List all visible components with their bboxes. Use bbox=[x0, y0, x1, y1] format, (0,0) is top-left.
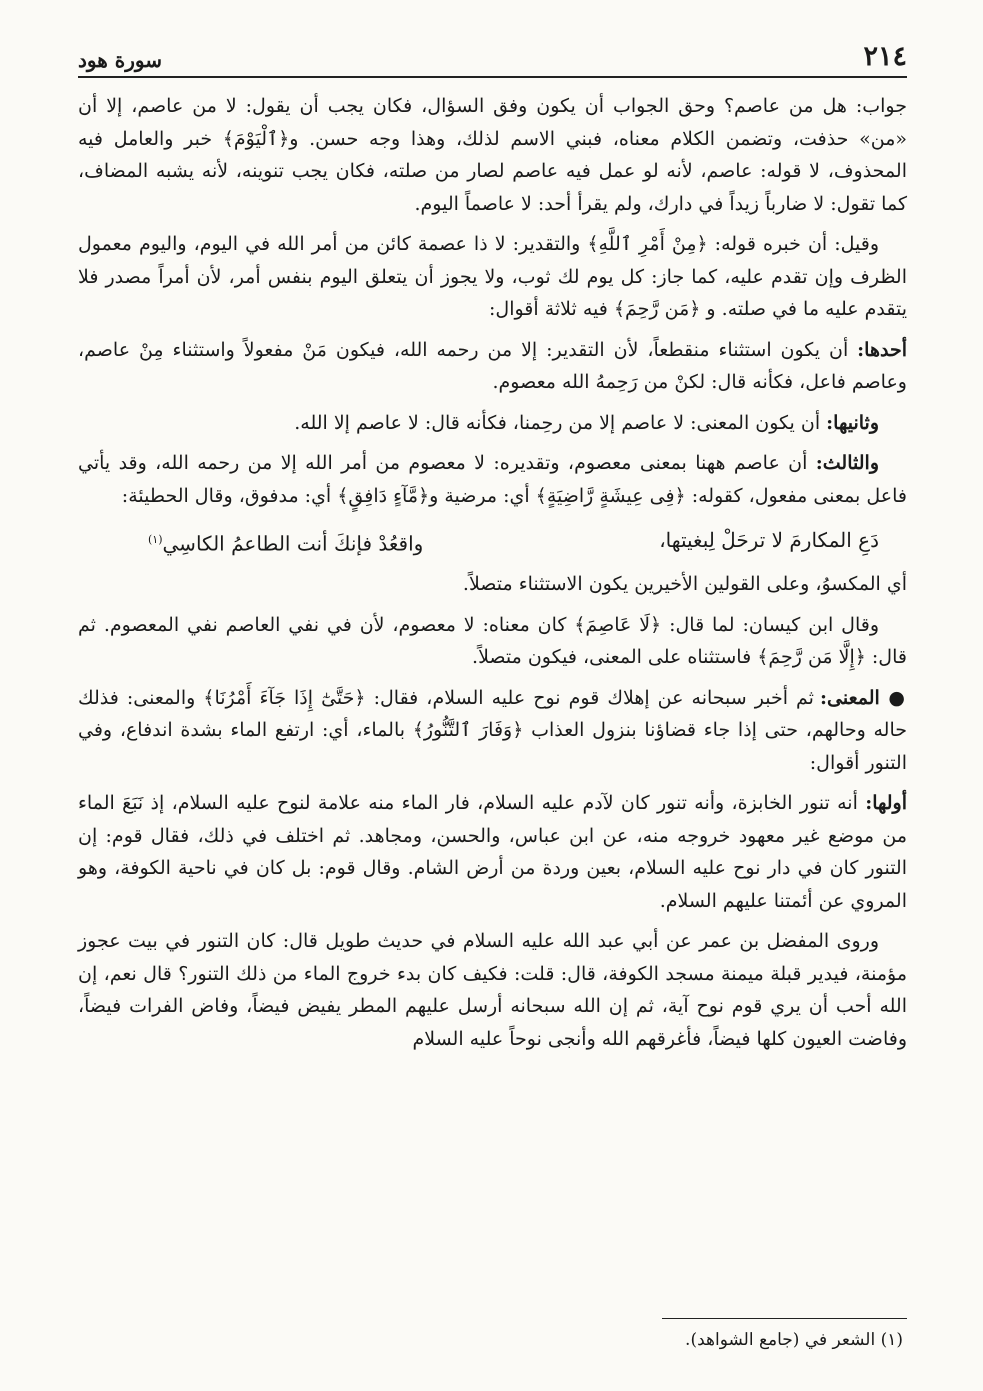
verse-second-hemistich: واقعُدْ فإنكَ أنت الطاعمُ الكاسِي$^{(١)}$ bbox=[148, 531, 424, 556]
verse-first-hemistich: دَعِ المكارمَ لا ترحَلْ لِبغيتها، bbox=[659, 528, 879, 552]
poetry-verse bbox=[78, 520, 907, 568]
paragraph-lead: أحدها: bbox=[857, 338, 907, 361]
paragraph-lead: والثالث: bbox=[815, 452, 879, 474]
paragraph: جواب: هل من عاصم؟ وحق الجواب أن يكون وفق السؤال، فكان يجب أن يقول: لا من عاصم، إلا أن «من» حذفت، وتضمن الكلام معناه، فبني الاسم لذلك، وهذا وجه حسن. و﴿ٱلْيَوْمَ﴾ خبر والعامل فيه المحذوف، لا قوله: عاصم، لأنه لو عمل فيه عاصم لصار من صلته، فكان يجب تنوينه، لأنه يشبه المضاف، كما تقول: لا ضارباً زيداً في دارك، ولم يقرأ أحد: لا عاصماً اليوم. bbox=[78, 95, 907, 215]
paragraph: ● المعنى: ثم أخبر سبحانه عن إهلاك قوم نوح عليه السلام، فقال: ﴿حَتَّىٰٓ إِذَا جَآءَ أَمْرُنَا﴾ والمعنى: فذلك حاله وحالهم، حتى إذا جاء قضاؤنا بنزول العذاب ﴿وَفَارَ ٱلتَّنُّورُ﴾ بالماء، أي: ارتفع الماء بشدة اندفاع، وفي التنور أقوال: bbox=[78, 686, 908, 774]
page-header bbox=[78, 30, 907, 72]
paragraph: وقيل: أن خبره قوله: ﴿مِنْ أَمْرِ ٱللَّهِ﴾ والتقدير: لا ذا عصمة كائن من أمر الله في اليوم، واليوم معمول الظرف وإن تقدم عليه، كما جاز: كل يوم لك ثوب، ولا يجوز أن يتعلق اليوم بنفس أمر، لأن أمراً مصدر فلا يتقدم عليه ما في صلته. و ﴿مَن رَّحِمَ﴾ فيه ثلاثة أقوال: bbox=[78, 233, 907, 320]
paragraph: وقال ابن كيسان: لما قال: ﴿لَا عَاصِمَ﴾ كان معناه: لا معصوم، لأن في نفي العاصم نفي المعصوم. ثم قال: ﴿إِلَّا مَن رَّحِمَ﴾ فاستثناه على المعنى، فيكون متصلاً. bbox=[78, 613, 907, 669]
paragraph: أي المكسوُ، وعلى القولين الأخيرين يكون الاستثناء متصلاً. bbox=[462, 573, 907, 596]
header-rule bbox=[78, 76, 907, 78]
surah-title: سورة هود bbox=[78, 48, 162, 72]
page-body bbox=[78, 90, 907, 1063]
footnote: (١) الشعر في (جامع الشواهد). bbox=[685, 1330, 903, 1350]
footnote-rule bbox=[662, 1318, 907, 1319]
paragraph: وروى المفضل بن عمر عن أبي عبد الله عليه السلام في حديث طويل قال: كان التنور في بيت عجوز مؤمنة، فيدير قبلة ميمنة مسجد الكوفة، قال: قلت: فكيف كان بدء خروج الماء من ذلك التنور؟ قال نعم، إن الله أحب أن يري قوم نوح آية، ثم إن الله سبحانه أرسل عليهم المطر يفيض فيضاً، وفاض الفرات فيضاً، وفاضت العيون كلها فيضاً، فأغرقهم الله وأنجى نوحاً عليه السلام bbox=[78, 930, 907, 1050]
paragraph-lead: أولها: bbox=[865, 792, 907, 815]
footnote-marker: (١) bbox=[148, 533, 163, 546]
page-number: ٢١٤ bbox=[863, 41, 907, 72]
paragraph: وثانيها: أن يكون المعنى: لا عاصم إلا من رحِمنا، فكأنه قال: لا عاصم إلا الله. bbox=[294, 411, 879, 434]
paragraph: والثالث: أن عاصم ههنا بمعنى معصوم، وتقديره: لا معصوم من أمر الله إلا من رحمه الله، وقد يأتي فاعل بمعنى مفعول، كقوله: ﴿فِى عِيشَةٍ رَّاضِيَةٍ﴾ أي: مرضية و﴿مَّآءٍ دَافِقٍ﴾ أي: مدفوق، وقال الحطيئة: bbox=[78, 452, 907, 507]
paragraph-lead: ● المعنى: bbox=[820, 686, 908, 709]
paragraph: أحدها: أن يكون استثناء منقطعاً، لأن التقدير: إلا من رحمه الله، فيكون مَنْ مفعولاً واستثناء مِنْ عاصم، وعاصم فاعل، فكأنه قال: لكنْ من رَحِمهُ الله معصوم. bbox=[78, 338, 907, 393]
paragraph-lead: وثانيها: bbox=[826, 411, 879, 434]
paragraph: أولها: أنه تنور الخابزة، وأنه تنور كان لآدم عليه السلام، فار الماء منه علامة لنوح عليه السلام، إذ نَبَعَ الماء من موضع غير معهود خروجه منه، عن ابن عباس، والحسن، ومجاهد. ثم اختلف في ذلك، فقال قوم: إن التنور كان في دار نوح عليه السلام، بعين وردة من أرض الشام. وقال قوم: بل كان في ناحية الكوفة، وهو المروي عن أئمتنا عليهم السلام. bbox=[78, 792, 908, 912]
